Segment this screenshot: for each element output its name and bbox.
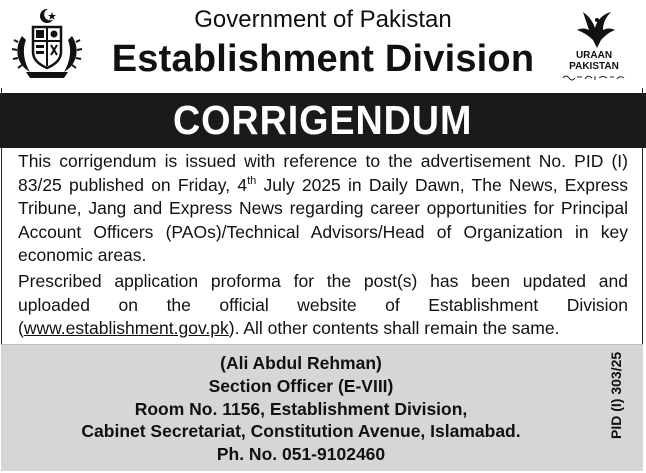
office-room: Room No. 1156, Establishment Division, [134,398,468,419]
paragraph-reference-text-1: This corrigendum is issued with reference to the advertisement No. PID (I) 83/25 published on Friday, 4 [18,151,628,195]
ordinal-superscript: th [247,174,257,187]
corrigendum-banner [0,93,646,148]
uraan-line1: URAAN [575,50,613,61]
notice-body [18,150,628,341]
website-link[interactable]: www.establishment.gov.pk [23,318,229,339]
falcon-icon [553,6,635,50]
uraan-pakistan-logo [553,6,635,82]
paragraph-reference-text-2: July 2025 in Daily Dawn, The News, Express Tribune, Jang and Express News regarding career opportunities for Principal Account Officers (PAOs)/Technical Advisors/Head of Organization in key economic areas. [18,174,629,266]
officer-designation: Section Officer (E-VIII) [208,375,394,396]
header [0,0,646,88]
division-title: Establishment Division [111,38,535,80]
paragraph-update-text-2: ). All other contents shall remain the same. [228,318,560,339]
office-address: Cabinet Secretariat, Constitution Avenue, Islamabad. [81,421,521,442]
pid-number: PID (I) 303/25 [608,351,624,439]
paragraph-update-text-1: Prescribed application proforma for the post(s) has been updated and uploaded on the official website of Establishment Division ( [18,270,628,339]
office-phone: Ph. No. 051-9102460 [216,444,386,465]
uraan-line2: PAKISTAN [569,61,619,72]
banner-title: CORRIGENDUM [173,97,473,143]
contact-footer [1,344,643,471]
urdu-tagline-graphic [561,73,627,81]
paragraph-update [18,270,628,341]
government-title: Government of Pakistan [194,6,452,33]
signature-block [1,352,601,466]
paragraph-reference [18,150,628,268]
officer-name: (Ali Abdul Rehman) [220,353,382,373]
